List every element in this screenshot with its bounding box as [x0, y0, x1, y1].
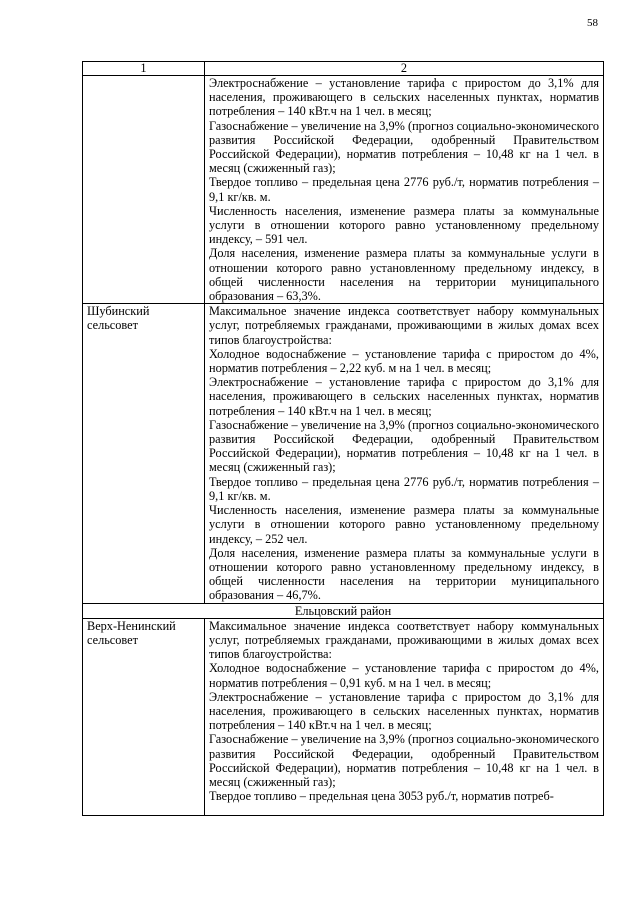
paragraph-max-index: Максимальное значение индекса соответствует набору коммунальных услуг, потребляемых гражданами, проживающими в жилых домах всех типов благоустройства:	[209, 304, 599, 347]
settlement-cell-empty	[83, 76, 205, 304]
paragraph-solid-fuel: Твердое топливо – предельная цена 3053 руб./т, норматив потреб-	[209, 789, 554, 804]
column-header-2: 2	[205, 62, 604, 76]
paragraph-population-share: Доля населения, изменение размера платы за коммунальные услуги в отношении которого равно установленному предельному индексу, в общей численности населения на территории муниципального образования – 63,3%.	[209, 246, 599, 304]
paragraph-gas: Газоснабжение – увеличение на 3,9% (прогноз социально-экономического развития Российской Федерации, одобренный Правительством Российской Федерации), норматив потребления – 10,48 кг на 1 чел. в месяц (сжиженный газ);	[209, 417, 599, 475]
settlement-name-verkh-neninsky: Верх-Ненинский сельсовет	[83, 618, 205, 815]
description-cell	[205, 76, 604, 304]
paragraph-population-count: Численность населения, изменение размера платы за коммунальные услуги в отношении которого равно установленному предельному индексу, – 591 чел.	[209, 203, 599, 247]
settlements-table	[82, 61, 604, 816]
paragraph-gas: Газоснабжение – увеличение на 3,9% (прогноз социально-экономического развития Российской Федерации, одобренный Правительством Российской Федерации), норматив потребления – 10,48 кг на 1 чел. в месяц (сжиженный газ);	[209, 118, 599, 176]
table-row-continued	[83, 76, 604, 304]
settlement-name-shubinsky: Шубинский сельсовет	[83, 304, 205, 603]
table-header-row	[83, 62, 604, 76]
description-cell	[205, 304, 604, 603]
table-row-verkh-neninsky	[83, 618, 604, 815]
paragraph-solid-fuel: Твердое топливо – предельная цена 2776 руб./т, норматив потребления – 9,1 кг/кв. м.	[209, 474, 599, 503]
district-name: Ельцовский район	[83, 603, 604, 618]
paragraph-electricity: Электроснабжение – установление тарифа с приростом до 3,1% для населения, проживающего в сельских населенных пунктах, норматив потребления – 140 кВт.ч на 1 чел. в месяц;	[209, 76, 599, 119]
description-cell	[205, 618, 604, 815]
paragraph-gas: Газоснабжение – увеличение на 3,9% (прогноз социально-экономического развития Российской Федерации, одобренный Правительством Российской Федерации), норматив потребления – 10,48 кг на 1 чел. в месяц (сжиженный газ);	[209, 732, 599, 789]
paragraph-max-index: Максимальное значение индекса соответствует набору коммунальных услуг, потребляемых гражданами, проживающими в жилых домах всех типов благоустройства:	[209, 618, 599, 662]
paragraph-electricity: Электроснабжение – установление тарифа с приростом до 3,1% для населения, проживающего в сельских населенных пунктах, норматив потребления – 140 кВт.ч на 1 чел. в месяц;	[209, 689, 599, 733]
paragraph-cold-water: Холодное водоснабжение – установление тарифа с приростом до 4%, норматив потребления – 2,22 куб. м на 1 чел. в месяц;	[209, 346, 599, 376]
paragraph-solid-fuel: Твердое топливо – предельная цена 2776 руб./т, норматив потребления – 9,1 кг/кв. м.	[209, 175, 599, 204]
paragraph-population-share: Доля населения, изменение размера платы за коммунальные услуги в отношении которого равно установленному предельному индексу, в общей численности населения на территории муниципального образования – 46,7%.	[209, 545, 599, 603]
paragraph-cold-water: Холодное водоснабжение – установление тарифа с приростом до 4%, норматив потребления – 0,91 куб. м на 1 чел. в месяц;	[209, 661, 599, 690]
district-row	[83, 603, 604, 618]
paragraph-electricity: Электроснабжение – установление тарифа с приростом до 3,1% для населения, проживающего в сельских населенных пунктах, норматив потребления – 140 кВт.ч на 1 чел. в месяц;	[209, 375, 599, 418]
column-header-1: 1	[83, 62, 205, 76]
table-row-shubinsky	[83, 304, 604, 603]
paragraph-population-count: Численность населения, изменение размера платы за коммунальные услуги в отношении которого равно установленному предельному индексу, – 252 чел.	[209, 503, 599, 546]
page-number: 58	[587, 17, 598, 29]
